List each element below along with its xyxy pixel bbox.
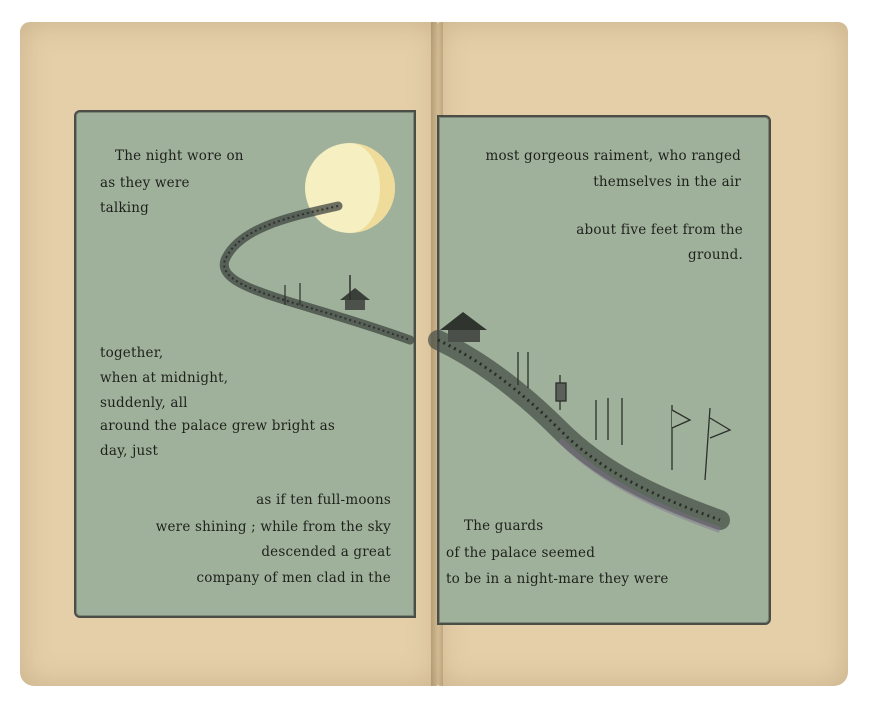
left-line-7: around the palace grew bright as — [100, 418, 336, 434]
left-line-8: day, just — [100, 443, 159, 459]
left-line-2: as they were — [100, 175, 190, 191]
left-line-11: descended a great — [261, 544, 391, 560]
right-line-2: themselves in the air — [593, 174, 741, 190]
left-line-4: together, — [100, 345, 164, 361]
right-line-4: ground. — [688, 247, 743, 263]
pavilion-left — [340, 288, 370, 310]
left-line-6: suddenly, all — [100, 395, 188, 411]
left-line-12: company of men clad in the — [196, 570, 391, 586]
right-line-6: of the palace seemed — [446, 545, 596, 561]
procession-left — [224, 206, 410, 340]
left-line-3: talking — [100, 200, 150, 216]
left-line-5: when at midnight, — [100, 370, 229, 386]
right-line-7: to be in a night-mare they were — [446, 571, 669, 587]
right-line-1: most gorgeous raiment, who ranged — [485, 148, 741, 164]
left-line-1: The night wore on — [115, 148, 244, 164]
procession-right — [438, 340, 720, 520]
left-line-10: were shining ; while from the sky — [155, 519, 391, 535]
right-line-3: about five feet from the — [576, 222, 743, 238]
right-line-5: The guards — [464, 518, 544, 534]
left-line-9: as if ten full-moons — [256, 492, 391, 508]
